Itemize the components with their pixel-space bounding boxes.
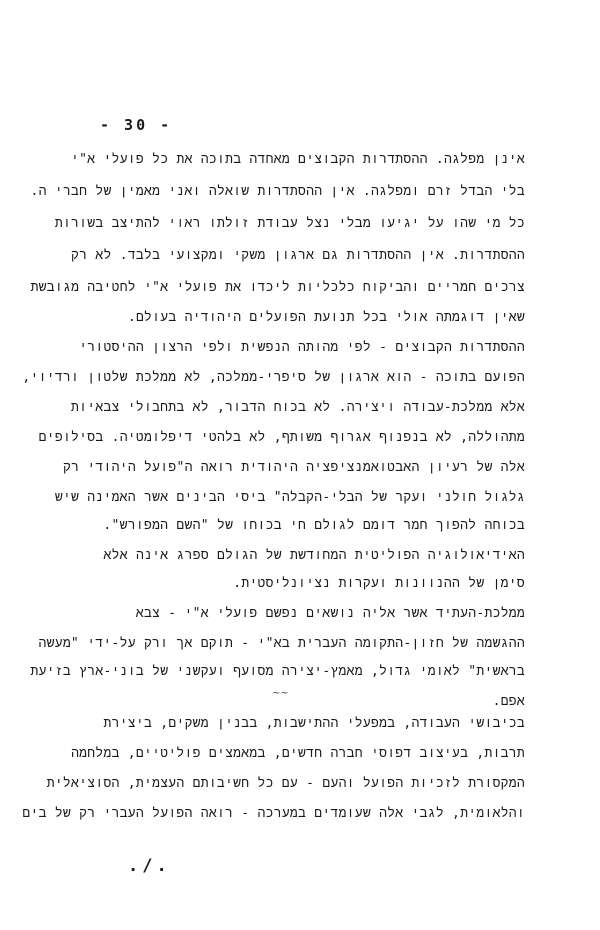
handwritten-mark: ~~ <box>272 688 289 699</box>
text-line: בכוחה להפוך חמר דומם לגולם חי בכוחו של "השם המפורש". <box>103 518 525 533</box>
text-line: גלגול חולני ועקר של הבלי-הקבלה" ביסי הבינים אשר האמינה שיש <box>54 490 525 505</box>
text-line: אפם. <box>492 694 525 709</box>
text-line: כל מי שהו על יגיעו מבלי נצל עבודת זולתו ראוי להתיצב בשורות <box>54 216 525 231</box>
text-line: הפועם בתוכה - הוא ארגון של סיפרי-ממלכה, לא ממלכת שלטון ורדיוי, <box>22 370 525 385</box>
page-number: - 30 - <box>100 116 173 134</box>
text-line: בראשית" לאומי גדול, מאמץ-יצירה מסועף ועקשני של בוני-ארץ בזיעת <box>30 664 525 679</box>
text-line: ההסתדרות. אין ההסתדרות גם ארגון משקי ומקצועי בלבד. לא רק <box>71 248 525 263</box>
text-line: האידיאולוגיה הפוליטית המחודשת של הגולם ספרג אינה אלא <box>103 548 525 563</box>
text-line: צרכים חמריים והביקוח כלכליות ליכדו את פועלי א"י לחטיבה מגובשת <box>30 280 525 295</box>
text-line: שאין דוגמתה אולי בכל תנועת הפועלים היהודיה בעולם. <box>127 310 525 325</box>
text-line: בלי הבדל זרם ומפלגה. אין ההסתדרות שואלה ואני מאמין של חברי ה. <box>30 184 525 199</box>
text-line: מתהוללה, לא בנפנוף אגרוף משותף, לא בלהטי דיפלומטיה. בסילופים <box>38 430 525 445</box>
text-line: תרבות, בעיצוב דפוסי חברה חדשים, במאמצים פוליטיים, במלחמה <box>71 746 525 761</box>
continuation-mark: ./. <box>128 856 171 876</box>
text-line: אינן מפלגה. ההסתדרות הקבוצים מאחדה בתוכה את כל פועלי א"י <box>71 152 525 167</box>
text-line: אלא ממלכת-עבודה ויצירה. לא בכוח הדבור, לא בתחבולי צבאיות <box>71 400 525 415</box>
text-line: אלה של רעיון האבטואמנציפציה היהודית רואה ה"פועל היהודי רק <box>62 460 525 475</box>
text-line: והלאומית, לגבי אלה שעומדים במערכה - רואה הפועל העברי רק של בים <box>22 806 525 821</box>
text-line: בכיבושי העבודה, במפעלי ההתישבות, בבנין משקים, ביצירת <box>103 716 525 731</box>
text-line: המקסורת לזכיות הפועל והעם - עם כל חשיבותם העצמית, הסוציאלית <box>46 776 525 791</box>
text-line: ממלכת-העתיד אשר אליה נושאים נפשם פועלי א"י - צבא <box>135 606 525 621</box>
text-line: ההגשמה של חזון-התקומה העברית בא"י - תוקם אך ורק על-ידי "מעשה <box>38 636 525 651</box>
text-line: ההסתדרות הקבוצים - לפי מהותה הנפשית ולפי הרצון ההיסטורי <box>79 340 525 355</box>
text-line: סימן של ההנוונות ועקרות נציונליסטית. <box>233 576 525 591</box>
